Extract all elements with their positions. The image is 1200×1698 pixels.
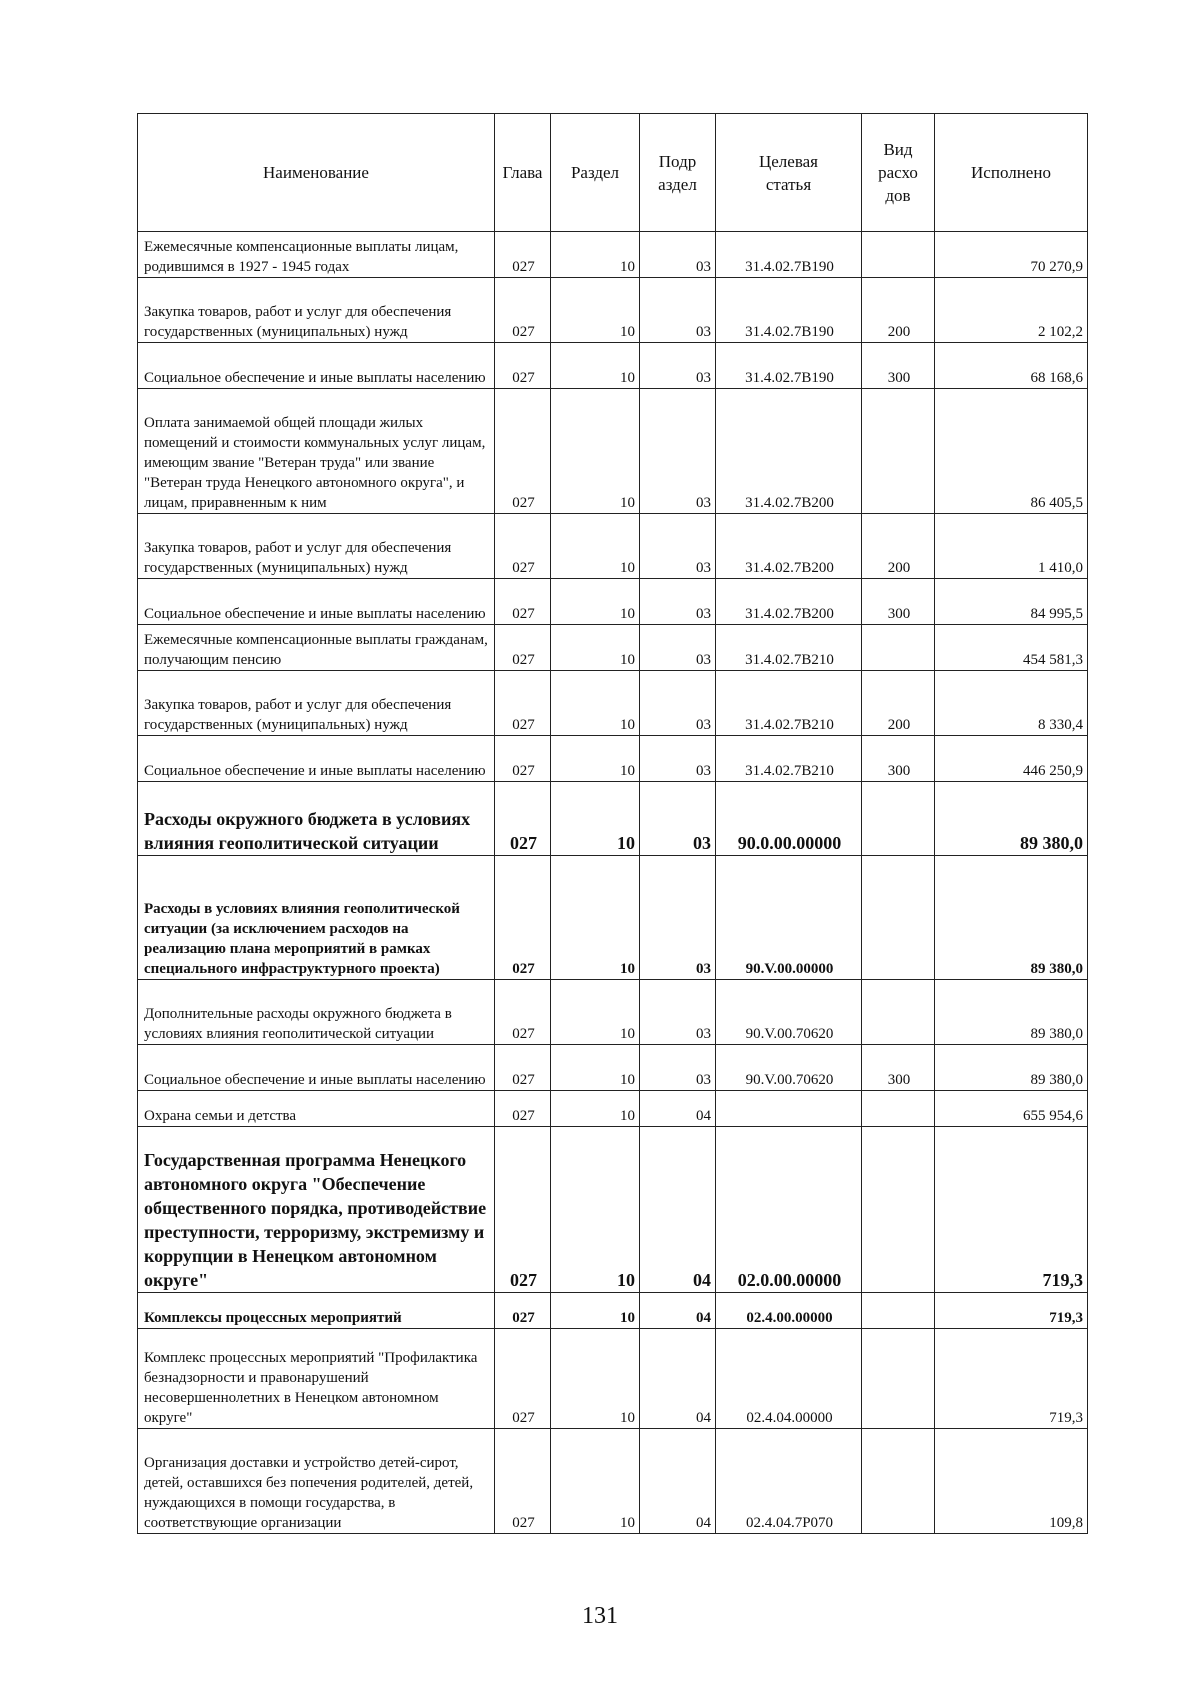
cell-section: 10 [551, 1045, 640, 1091]
table-row [138, 514, 1088, 579]
cell-chapter: 027 [495, 1329, 551, 1429]
cell-target: 02.4.00.00000 [716, 1293, 862, 1329]
cell-section: 10 [551, 671, 640, 736]
cell-subsection: 03 [640, 856, 716, 980]
cell-section: 10 [551, 343, 640, 389]
cell-name: Охрана семьи и детства [138, 1091, 495, 1127]
table-row [138, 782, 1088, 856]
cell-exptype [862, 856, 935, 980]
cell-executed: 454 581,3 [935, 625, 1088, 671]
cell-name: Комплексы процессных мероприятий [138, 1293, 495, 1329]
cell-executed: 89 380,0 [935, 782, 1088, 856]
table-header-row [138, 114, 1088, 232]
cell-chapter: 027 [495, 1293, 551, 1329]
cell-section: 10 [551, 389, 640, 514]
cell-name: Организация доставки и устройство детей-сирот, детей, оставшихся без попечения родителей, детей, нуждающихся в помощи государства, в соответствующие организации [138, 1429, 495, 1534]
cell-exptype [862, 625, 935, 671]
cell-target: 90.V.00.70620 [716, 980, 862, 1045]
cell-name: Социальное обеспечение и иные выплаты населению [138, 736, 495, 782]
cell-executed: 1 410,0 [935, 514, 1088, 579]
cell-chapter: 027 [495, 278, 551, 343]
cell-target: 31.4.02.7В210 [716, 625, 862, 671]
cell-executed: 68 168,6 [935, 343, 1088, 389]
cell-name: Оплата занимаемой общей площади жилых помещений и стоимости коммунальных услуг лицам, имеющим звание "Ветеран труда" или звание "Ветеран труда Ненецкого автономного округа", и лицам, приравненным к ним [138, 389, 495, 514]
cell-name: Социальное обеспечение и иные выплаты населению [138, 343, 495, 389]
cell-subsection: 04 [640, 1293, 716, 1329]
cell-name: Ежемесячные компенсационные выплаты лицам, родившимся в 1927 - 1945 годах [138, 232, 495, 278]
cell-section: 10 [551, 514, 640, 579]
cell-subsection: 03 [640, 343, 716, 389]
cell-name: Расходы в условиях влияния геополитической ситуации (за исключением расходов на реализацию плана мероприятий в рамках специального инфраструктурного проекта) [138, 856, 495, 980]
cell-target: 31.4.02.7В190 [716, 278, 862, 343]
table-row [138, 1329, 1088, 1429]
cell-name: Закупка товаров, работ и услуг для обеспечения государственных (муниципальных) нужд [138, 278, 495, 343]
cell-exptype: 300 [862, 579, 935, 625]
cell-section: 10 [551, 278, 640, 343]
cell-executed: 89 380,0 [935, 856, 1088, 980]
cell-subsection: 03 [640, 1045, 716, 1091]
cell-section: 10 [551, 782, 640, 856]
cell-exptype [862, 980, 935, 1045]
header-exptype: Вид расхо дов [862, 114, 935, 232]
cell-section: 10 [551, 1429, 640, 1534]
cell-name: Закупка товаров, работ и услуг для обеспечения государственных (муниципальных) нужд [138, 514, 495, 579]
table-row [138, 736, 1088, 782]
cell-chapter: 027 [495, 736, 551, 782]
header-chapter: Глава [495, 114, 551, 232]
cell-subsection: 03 [640, 625, 716, 671]
table-row [138, 856, 1088, 980]
cell-executed: 109,8 [935, 1429, 1088, 1534]
cell-exptype: 200 [862, 671, 935, 736]
cell-executed: 84 995,5 [935, 579, 1088, 625]
cell-executed: 719,3 [935, 1329, 1088, 1429]
cell-section: 10 [551, 856, 640, 980]
cell-target: 02.4.04.7Р070 [716, 1429, 862, 1534]
table-row [138, 389, 1088, 514]
header-name: Наименование [138, 114, 495, 232]
cell-exptype: 200 [862, 514, 935, 579]
cell-section: 10 [551, 736, 640, 782]
cell-subsection: 04 [640, 1329, 716, 1429]
cell-section: 10 [551, 980, 640, 1045]
cell-target: 90.V.00.70620 [716, 1045, 862, 1091]
cell-chapter: 027 [495, 625, 551, 671]
cell-subsection: 03 [640, 278, 716, 343]
cell-executed: 446 250,9 [935, 736, 1088, 782]
cell-exptype: 300 [862, 343, 935, 389]
page-number: 131 [582, 1603, 618, 1629]
cell-subsection: 04 [640, 1091, 716, 1127]
table-row [138, 980, 1088, 1045]
cell-exptype: 300 [862, 1045, 935, 1091]
cell-target: 31.4.02.7В190 [716, 343, 862, 389]
cell-target: 31.4.02.7В200 [716, 579, 862, 625]
table-row [138, 671, 1088, 736]
table-row [138, 1293, 1088, 1329]
table-row [138, 232, 1088, 278]
cell-exptype: 300 [862, 736, 935, 782]
cell-target: 31.4.02.7В200 [716, 514, 862, 579]
cell-subsection: 03 [640, 579, 716, 625]
cell-exptype [862, 389, 935, 514]
cell-target: 90.0.00.00000 [716, 782, 862, 856]
cell-target: 02.4.04.00000 [716, 1329, 862, 1429]
cell-name: Закупка товаров, работ и услуг для обеспечения государственных (муниципальных) нужд [138, 671, 495, 736]
cell-section: 10 [551, 1293, 640, 1329]
cell-target: 31.4.02.7В210 [716, 736, 862, 782]
cell-executed: 719,3 [935, 1293, 1088, 1329]
cell-executed: 89 380,0 [935, 980, 1088, 1045]
cell-exptype: 200 [862, 278, 935, 343]
cell-target: 31.4.02.7В200 [716, 389, 862, 514]
table-row [138, 1429, 1088, 1534]
cell-chapter: 027 [495, 671, 551, 736]
cell-section: 10 [551, 1329, 640, 1429]
cell-executed: 655 954,6 [935, 1091, 1088, 1127]
cell-chapter: 027 [495, 514, 551, 579]
cell-subsection: 03 [640, 736, 716, 782]
cell-chapter: 027 [495, 1045, 551, 1091]
cell-chapter: 027 [495, 389, 551, 514]
cell-section: 10 [551, 1127, 640, 1293]
cell-chapter: 027 [495, 980, 551, 1045]
cell-chapter: 027 [495, 579, 551, 625]
table-row [138, 1045, 1088, 1091]
cell-name: Социальное обеспечение и иные выплаты населению [138, 579, 495, 625]
cell-exptype [862, 1329, 935, 1429]
cell-executed: 70 270,9 [935, 232, 1088, 278]
cell-subsection: 04 [640, 1429, 716, 1534]
cell-exptype [862, 232, 935, 278]
cell-name: Социальное обеспечение и иные выплаты населению [138, 1045, 495, 1091]
cell-chapter: 027 [495, 1429, 551, 1534]
table-row [138, 343, 1088, 389]
cell-executed: 89 380,0 [935, 1045, 1088, 1091]
cell-exptype [862, 782, 935, 856]
header-section: Раздел [551, 114, 640, 232]
cell-name: Расходы окружного бюджета в условиях влияния геополитической ситуации [138, 782, 495, 856]
table-row [138, 1127, 1088, 1293]
cell-subsection: 03 [640, 389, 716, 514]
cell-name: Комплекс процессных мероприятий "Профилактика безнадзорности и правонарушений несовершеннолетних в Ненецком автономном округе" [138, 1329, 495, 1429]
cell-exptype [862, 1091, 935, 1127]
cell-target: 90.V.00.00000 [716, 856, 862, 980]
cell-executed: 719,3 [935, 1127, 1088, 1293]
cell-section: 10 [551, 579, 640, 625]
cell-chapter: 027 [495, 232, 551, 278]
budget-table [137, 113, 1088, 1534]
cell-target: 02.0.00.00000 [716, 1127, 862, 1293]
header-target: Целевая статья [716, 114, 862, 232]
cell-exptype [862, 1429, 935, 1534]
cell-name: Государственная программа Ненецкого автономного округа "Обеспечение общественного порядка, противодействие преступности, терроризму, экстремизму и коррупции в Ненецком автономном округе" [138, 1127, 495, 1293]
cell-section: 10 [551, 232, 640, 278]
cell-exptype [862, 1293, 935, 1329]
cell-chapter: 027 [495, 782, 551, 856]
header-subsection: Подр аздел [640, 114, 716, 232]
table-row [138, 579, 1088, 625]
cell-section: 10 [551, 1091, 640, 1127]
cell-target: 31.4.02.7В210 [716, 671, 862, 736]
cell-exptype [862, 1127, 935, 1293]
cell-subsection: 03 [640, 980, 716, 1045]
cell-subsection: 03 [640, 782, 716, 856]
cell-subsection: 04 [640, 1127, 716, 1293]
header-executed: Исполнено [935, 114, 1088, 232]
table-row [138, 278, 1088, 343]
cell-name: Ежемесячные компенсационные выплаты гражданам, получающим пенсию [138, 625, 495, 671]
cell-chapter: 027 [495, 1127, 551, 1293]
cell-subsection: 03 [640, 232, 716, 278]
cell-executed: 86 405,5 [935, 389, 1088, 514]
cell-target [716, 1091, 862, 1127]
cell-chapter: 027 [495, 343, 551, 389]
cell-chapter: 027 [495, 856, 551, 980]
table-body [138, 232, 1088, 1534]
table-row [138, 625, 1088, 671]
cell-executed: 8 330,4 [935, 671, 1088, 736]
cell-target: 31.4.02.7В190 [716, 232, 862, 278]
cell-executed: 2 102,2 [935, 278, 1088, 343]
cell-subsection: 03 [640, 671, 716, 736]
table-row [138, 1091, 1088, 1127]
cell-name: Дополнительные расходы окружного бюджета в условиях влияния геополитической ситуации [138, 980, 495, 1045]
cell-section: 10 [551, 625, 640, 671]
cell-chapter: 027 [495, 1091, 551, 1127]
cell-subsection: 03 [640, 514, 716, 579]
